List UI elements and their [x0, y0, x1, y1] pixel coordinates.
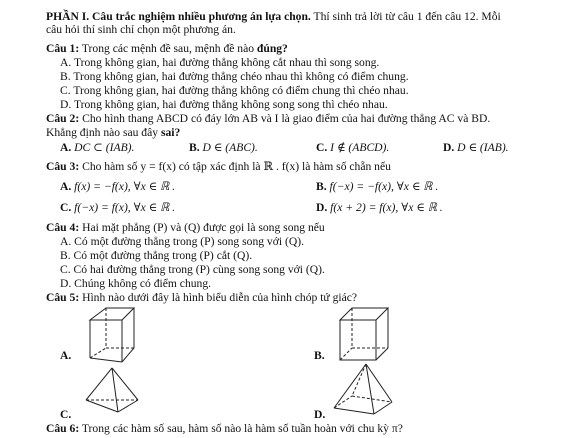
q3-option-a — [60, 180, 175, 193]
q5-option-c-key: C. — [60, 408, 72, 421]
q3-option-b — [316, 180, 438, 193]
q5-figure-c-triangular-pyramid — [82, 366, 142, 416]
q2-option-a — [60, 141, 134, 154]
q3-option-c-key: C. — [60, 201, 72, 214]
q2-option-d-key: D. — [443, 141, 455, 154]
q1-option-b: B. Trong không gian, hai đường thẳng chéo nhau thì không có điểm chung. — [60, 70, 409, 83]
q3-label: Câu 3: — [46, 160, 80, 173]
q1-label: Câu 1: — [46, 42, 80, 55]
section-intro-line-1 — [46, 10, 501, 23]
q3-option-c — [60, 201, 175, 214]
q4-option-d: D. Chúng không có điểm chung. — [60, 277, 212, 290]
q3-option-c-text: f(−x) = f(x), ∀x ∈ ℝ . — [71, 201, 176, 214]
q2-stem-line-2 — [46, 126, 180, 139]
q5-figure-b-cube — [336, 306, 394, 364]
q6-stem: Trong các hàm số sau, hàm số nào là hàm số tuần hoàn với chu kỳ π? — [79, 422, 403, 435]
section-heading: PHẦN I. Câu trắc nghiệm nhiều phương án lựa chọn. — [46, 10, 311, 23]
q2-option-c-key: C. — [316, 141, 328, 154]
q3-option-b-key: B. — [316, 180, 327, 193]
q4-option-b: B. Có một đường thẳng trong (P) cắt (Q). — [60, 249, 253, 262]
q2-option-b-key: B. — [189, 141, 200, 154]
q2-option-d-text: D ∈ (IAB). — [454, 141, 509, 154]
q4-label: Câu 4: — [46, 221, 80, 234]
q5-label: Câu 5: — [46, 291, 80, 304]
q2-stem-1: Cho hình thang ABCD có đáy lớn AB và I là giao điểm của hai đường thẳng AC và BD. — [79, 112, 491, 125]
q5-option-b-key: B. — [314, 349, 325, 362]
q2-stem-line-1 — [46, 112, 490, 125]
q1-stem-line — [46, 42, 288, 55]
q4-option-c: C. Có hai đường thẳng trong (P) cùng song song với (Q). — [60, 263, 325, 276]
q3-option-d-key: D. — [316, 201, 328, 214]
q1-option-a: A. Trong không gian, hai đường thẳng không cắt nhau thì song song. — [60, 56, 380, 69]
q2-option-c-text: I ∉ (ABCD). — [327, 141, 390, 154]
section-intro-2: câu hỏi thí sinh chỉ chọn một phương án. — [46, 23, 236, 36]
q2-option-a-text: DC ⊂ (IAB). — [71, 141, 135, 154]
q4-option-a: A. Có một đường thẳng trong (P) song song với (Q). — [60, 235, 304, 248]
q2-option-a-key: A. — [60, 141, 72, 154]
q3-stem-line — [46, 160, 391, 173]
q3-option-b-text: f(−x) = −f(x), ∀x ∈ ℝ . — [326, 180, 439, 193]
q3-option-a-key: A. — [60, 180, 72, 193]
q1-option-d: D. Trong không gian, hai đường thẳng không song song thì chéo nhau. — [60, 98, 388, 111]
q3-option-d-text: f(x + 2) = f(x), ∀x ∈ ℝ . — [327, 201, 443, 214]
q6-stem-line — [46, 422, 403, 435]
q2-stem-bold: sai? — [160, 126, 181, 139]
q5-option-d-key: D. — [314, 408, 326, 421]
q2-option-c — [316, 141, 389, 154]
q5-stem: Hình nào dưới đây là hình biểu diễn của hình chóp tứ giác? — [79, 291, 358, 304]
q2-stem-2: Khẳng định nào sau đây — [46, 126, 161, 139]
q3-stem: Cho hàm số y = f(x) có tập xác định là ℝ . f(x) là hàm số chẵn nếu — [79, 160, 391, 173]
q5-option-a-key: A. — [60, 349, 72, 362]
q3-option-a-text: f(x) = −f(x), ∀x ∈ ℝ . — [71, 180, 176, 193]
q1-option-c: C. Trong không gian, hai đường thẳng không có điểm chung thì chéo nhau. — [60, 84, 409, 97]
q2-option-d — [443, 141, 509, 154]
q5-figure-d-quadrilateral-pyramid — [330, 362, 396, 418]
q2-option-b-text: D ∈ (ABC). — [199, 141, 258, 154]
q6-label: Câu 6: — [46, 422, 80, 435]
section-intro-1: Thí sinh trả lời từ câu 1 đến câu 12. Mỗi — [310, 10, 501, 23]
q5-stem-line — [46, 291, 357, 304]
q3-option-d — [316, 201, 443, 214]
q2-option-b — [189, 141, 258, 154]
q4-stem-line — [46, 221, 325, 234]
q1-stem: Trong các mệnh đề sau, mệnh đề nào — [79, 42, 257, 55]
q4-stem: Hai mặt phẳng (P) và (Q) được gọi là song song nếu — [79, 221, 325, 234]
q5-figure-a-prism — [86, 304, 146, 366]
q1-stem-bold: đúng? — [256, 42, 288, 55]
q2-label: Câu 2: — [46, 112, 80, 125]
